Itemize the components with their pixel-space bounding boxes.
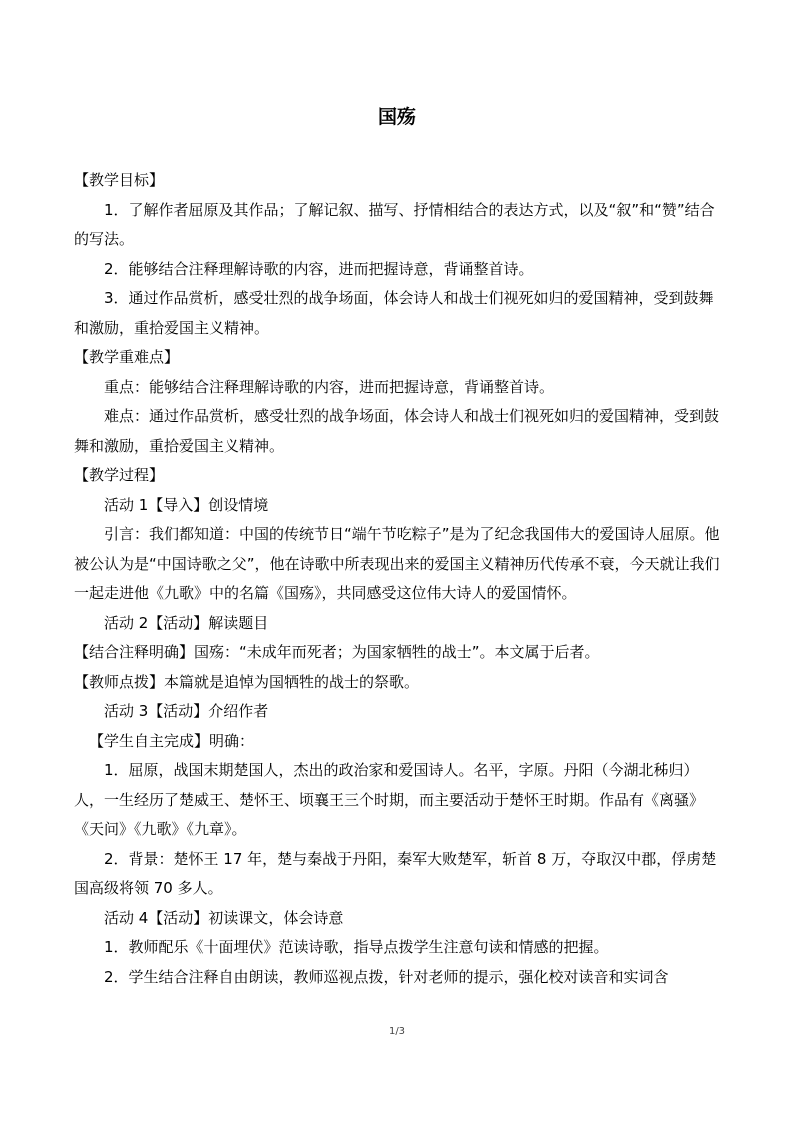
activity-3-item-2: 2．背景：楚怀王 17 年，楚与秦战于丹阳，秦军大败楚军，斩首 8 万，夺取汉中郡，俘虏楚国高级将领 70 多人。 bbox=[74, 849, 717, 897]
document-body bbox=[74, 166, 720, 992]
goal-item-2: 2．能够结合注释理解诗歌的内容，进而把握诗意，背诵整首诗。 bbox=[104, 259, 534, 278]
heading-keypoints: 【教学重难点】 bbox=[74, 348, 180, 366]
activity-2-note: 【结合注释明确】国殇：“未成年而死者；为国家牺牲的战士”。本文属于后者。 bbox=[74, 643, 600, 661]
page-number: 1/3 bbox=[388, 1026, 406, 1037]
activity-4-item-1: 1．教师配乐《十面埋伏》范读诗歌，指导点拨学生注意句读和情感的把握。 bbox=[104, 938, 609, 956]
activity-3-self: 【学生自主完成】明确： bbox=[89, 731, 255, 750]
activity-3-heading: 活动 3【活动】介绍作者 bbox=[104, 702, 269, 720]
goal-item-1: 1．了解作者屈原及其作品；了解记叙、描写、抒情相结合的表达方式，以及“叙”和“赞”结合的写法。 bbox=[74, 200, 715, 248]
activity-1-heading: 活动 1【导入】创设情境 bbox=[104, 495, 269, 514]
activity-2-heading: 活动 2【活动】解读题目 bbox=[104, 613, 269, 632]
activity-4-heading: 活动 4【活动】初读课文，体会诗意 bbox=[104, 908, 344, 927]
activity-1-text: 引言：我们都知道：中国的传统节日“端午节吃粽子”是为了纪念我国伟大的爱国诗人屈原。他被公认为是“中国诗歌之父”，他在诗歌中所表现出来的爱国主义精神历代传承不衰，今天就让我们一起走进他《九歌》中的名篇《国殇》，共同感受这位伟大诗人的爱国情怀。 bbox=[74, 525, 720, 602]
activity-3-item-1: 1．屈原，战国末期楚国人，杰出的政治家和爱国诗人。名平，字原。丹阳（今湖北秭归）人，一生经历了楚威王、楚怀王、顷襄王三个时期，而主要活动于楚怀王时期。作品有《离骚》《天问》《九歌》《九章》。 bbox=[74, 761, 705, 838]
keypoint-difficult: 难点：通过作品赏析，感受壮烈的战争场面，体会诗人和战士们视死如归的爱国精神，受到鼓舞和激励，重拾爱国主义精神。 bbox=[74, 407, 720, 455]
keypoint-key: 重点：能够结合注释理解诗歌的内容，进而把握诗意，背诵整首诗。 bbox=[104, 377, 555, 396]
activity-2-teacher: 【教师点拨】本篇就是追悼为国牺牲的战士的祭歌。 bbox=[74, 672, 420, 691]
heading-process: 【教学过程】 bbox=[74, 466, 165, 484]
heading-goals: 【教学目标】 bbox=[74, 171, 165, 189]
document-title: 国殇 bbox=[377, 106, 416, 128]
activity-4-item-2: 2．学生结合注释自由朗读，教师巡视点拨，针对老师的提示，强化校对读音和实词含 bbox=[104, 967, 669, 986]
goal-item-3: 3．通过作品赏析，感受壮烈的战争场面，体会诗人和战士们视死如归的爱国精神，受到鼓舞和激励，重拾爱国主义精神。 bbox=[74, 289, 714, 337]
